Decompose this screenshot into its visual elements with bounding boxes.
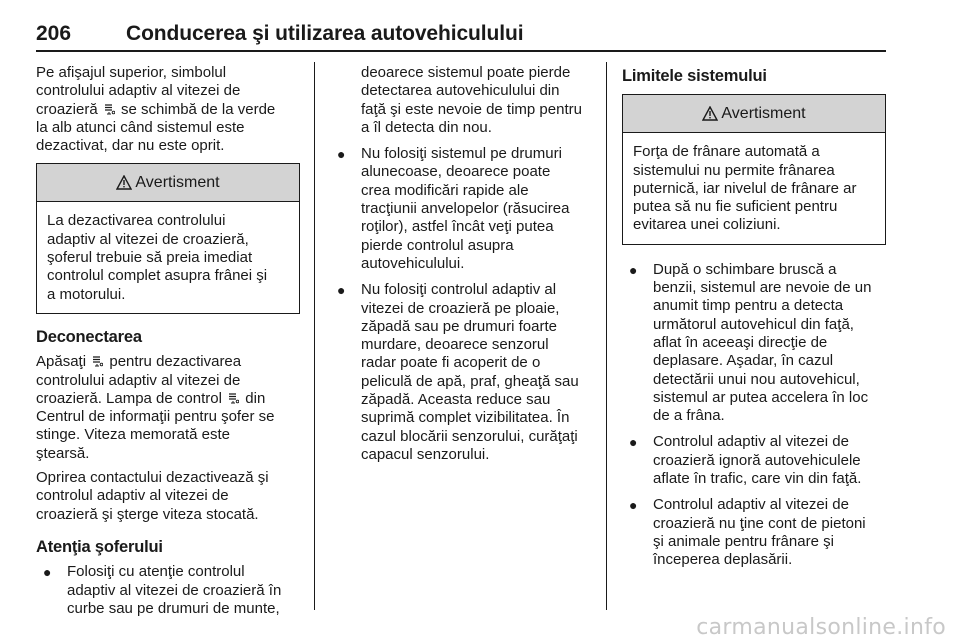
adaptive-cruise-icon xyxy=(228,392,239,404)
bullet-glyph: ● xyxy=(43,564,52,581)
intro-paragraph: Pe afişajul superior, simbolul controlului adaptiv al vitezei de croazieră se schimbă de la verde la alb atunci când sistemul este dezactivat, dar nu este oprit. xyxy=(36,64,276,155)
list-item: ● Folosiţi cu atenţie controlul adaptiv al vitezei de croazieră în curbe sau pe drumuri de munte, xyxy=(43,563,282,617)
list-item: ● Controlul adaptiv al vitezei de croazieră ignoră autovehiculele aflate în trafic, care vin din faţă. xyxy=(629,433,862,488)
warning-header xyxy=(623,95,885,133)
warning-body: La dezactivarea controlului adaptiv al vitezei de croazieră, şoferul trebuie să preia imediat controlul complet asupra frânei şi a motorului. xyxy=(47,212,268,303)
bullet-glyph: ● xyxy=(337,146,346,163)
column-2 xyxy=(330,64,592,472)
section-heading-limitele: Limitele sistemului xyxy=(622,67,767,85)
adaptive-cruise-icon xyxy=(92,355,103,367)
column-divider-1 xyxy=(314,62,315,610)
column-divider-2 xyxy=(606,62,607,610)
list-item: ● Nu folosiţi sistemul pe drumuri alunecoase, deoarece poate crea modificări rapide ale tracţiunii anvelopelor (răsucirea roţilor), astfel încât veţi putea pierde controlul asupra autovehiculului. xyxy=(337,145,570,272)
warning-triangle-icon xyxy=(702,106,718,121)
list-item: ● Nu folosiţi controlul adaptiv al vitezei de croazieră pe ploaie, zăpadă sau pe drumuri foarte murdare, deoarece senzorul radar poate fi acoperit de o peliculă de apă, praf, gheaţă sau zăpadă. Aceasta reduce sau suprimă complet vizibilitatea. În cazul blocării senzorului, curăţaţi capacul senzorului. xyxy=(337,281,579,463)
warning-box-1 xyxy=(36,163,300,313)
oprirea-paragraph: Oprirea contactului dezactivează şi controlul adaptiv al vitezei de croazieră şi şterge viteza stocată. xyxy=(36,469,269,523)
page-number: 206 xyxy=(36,22,72,45)
warning-title: Avertisment xyxy=(721,104,806,122)
warning-triangle-icon xyxy=(116,175,132,190)
bullet-glyph: ● xyxy=(629,497,638,514)
warning-box-2 xyxy=(622,94,886,244)
continuation-paragraph: deoarece sistemul poate pierde detectarea autovehiculului din faţă şi este nevoie de timp pentru a îl detecta din nou. xyxy=(361,64,582,136)
bullet-glyph: ● xyxy=(629,261,638,278)
warning-body: Forţa de frânare automată a sistemului nu permite frânarea puternică, iar nivelul de frânare ar putea să nu fie suficient pentru evitarea unei coliziuni. xyxy=(633,143,857,234)
column-3 xyxy=(622,64,886,578)
bullet-glyph: ● xyxy=(629,434,638,451)
atentia-bullet-list xyxy=(36,563,300,618)
bullet-glyph: ● xyxy=(337,282,346,299)
adaptive-cruise-icon xyxy=(104,103,115,115)
list-item: ● După o schimbare bruscă a benzii, sistemul are nevoie de un anumit timp pentru a detecta următorul autovehicul din faţă, aflat în aceeaşi direcţie de deplasare. Aşadar, în cazul detectării unui nou autovehicul, sistemul ar putea accelera în loc de a frâna. xyxy=(629,260,872,425)
section-heading-atentia: Atenţia şoferului xyxy=(36,537,163,556)
list-item: ● Controlul adaptiv al vitezei de croazieră nu ţine cont de pietoni şi animale pentru frânare şi începerea deplasării. xyxy=(629,496,866,569)
column-1 xyxy=(36,64,300,626)
deconectare-paragraph: Apăsaţi pentru dezactivarea controlului adaptiv al vitezei de croazieră. Lampa de control din Centrul de informaţii pentru şofer se stinge. Viteza memorată este ştearsă. xyxy=(36,353,275,462)
section-heading-deconectarea: Deconectarea xyxy=(36,327,142,346)
header-rule xyxy=(36,50,886,52)
warning-header xyxy=(37,164,299,202)
col2-bullet-list xyxy=(330,145,592,464)
limitele-bullet-list xyxy=(622,261,886,570)
watermark: carmanualsonline.info xyxy=(696,615,946,640)
page-title: Conducerea şi utilizarea autovehiculului xyxy=(126,22,524,45)
page-header xyxy=(36,18,886,52)
warning-title: Avertisment xyxy=(135,173,220,191)
